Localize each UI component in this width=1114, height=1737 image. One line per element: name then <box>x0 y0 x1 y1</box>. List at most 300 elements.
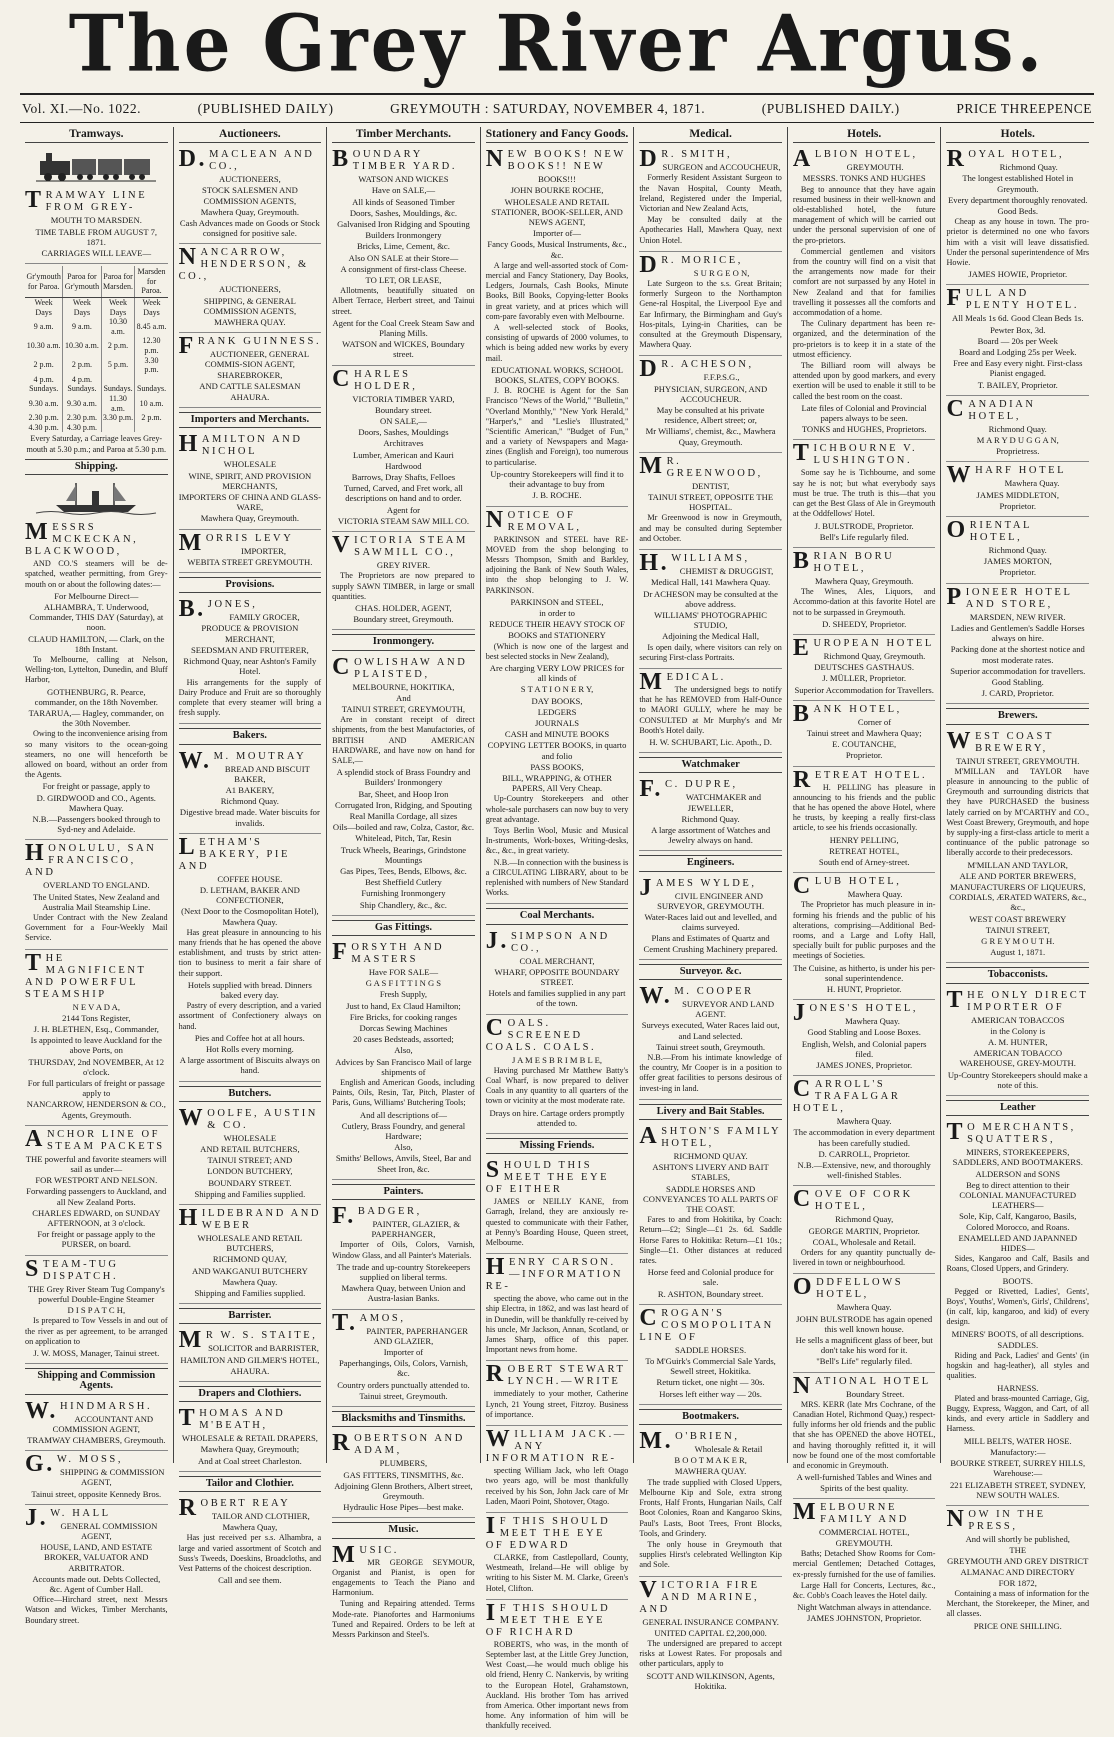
timetable-cell: 10.30 a.m. <box>63 336 101 355</box>
advertisement-line: Agent for <box>386 504 421 515</box>
advertisement <box>486 1015 629 1134</box>
advertisement-line: A well-furnished Tables and Wines and Spirits of the best quality. <box>796 1472 932 1493</box>
advertisement-line: Board — 20s per Week <box>977 335 1058 346</box>
advertisement-line: MAWHERA QUAY. <box>214 317 286 328</box>
advertisement-line: JAMES or NEILLY KANE, from Garragh, Ireland, they are anxiously re-quested to communicate with their Father, at Penny's Boarding House, Queen street, Melbourne. <box>485 1197 629 1248</box>
timetable-cell: Week Days <box>63 298 101 318</box>
tram-timetable <box>25 266 168 432</box>
advertisement <box>793 440 936 547</box>
advertisement-line: Horse feed and Colonial produce for sale. <box>647 1267 774 1288</box>
advertisement-line: Medical Hall, 141 Mawhera Quay. <box>650 577 771 588</box>
advertisement-line: BOOKS and STATIONERY <box>508 630 606 641</box>
advertisement <box>639 1428 782 1576</box>
advertisement-line: Importer of <box>383 1347 424 1358</box>
column <box>480 127 634 1731</box>
advertisement-line: J. BULSTRODE, Proprietor. <box>814 520 914 531</box>
advertisement-line: specting William Jack, who left Otago two years ago, will be most thankfully received by his Son, John Jack care of Mr Laden, Maori Point, Shotover, Otago. <box>485 1466 629 1506</box>
section-heading: Drapers and Clothiers. <box>179 1386 322 1402</box>
advertisement-line: Fire Bricks, for cooking ranges <box>349 1011 458 1022</box>
advertisement <box>486 1513 629 1600</box>
advertisement-line: TO LET, OR LEASE, <box>365 275 442 286</box>
column <box>787 127 941 1624</box>
column-heading: Stationery and Fancy Goods. <box>486 127 629 143</box>
advertisement-title: B.JONES, <box>178 596 258 623</box>
masthead-title: The Grey River Argus. <box>68 0 1046 90</box>
advertisement-line: AND RETAIL BUTCHERS, <box>200 1144 300 1154</box>
advertisement-line: Mawhera Quay, between Union and Austra-lasian Banks. <box>341 1283 466 1304</box>
section-heading: Gas Fittings. <box>332 920 475 936</box>
advertisement <box>25 1505 168 1631</box>
advertisement-line: COFFEE HOUSE. <box>217 873 283 884</box>
timetable-cell <box>101 375 135 385</box>
advertisement-line: GREY RIVER. <box>376 560 431 571</box>
advertisement <box>639 776 782 851</box>
advertisement-line: Richmond Quay. <box>681 813 740 824</box>
advertisement <box>179 146 322 244</box>
published-daily-right: (PUBLISHED DAILY.) <box>761 101 900 116</box>
advertisement-line: J. W. MOSS, Manager, Tainui street. <box>33 1347 160 1358</box>
column-heading: Hotels. <box>793 127 936 143</box>
advertisement <box>332 366 475 532</box>
timetable-cell: 11.30 a.m. <box>101 394 135 413</box>
advertisement-line: Mawhera Quay. <box>836 1302 892 1313</box>
timetable-cell: Sundays. <box>101 384 135 394</box>
advertisement-line: JOHN BOURKE ROCHE, <box>510 185 604 196</box>
advertisement-line: TAINUI STREET, GREYMOUTH. <box>956 755 1080 766</box>
advertisement-title: M.O'BRIEN, <box>639 1428 740 1455</box>
advertisement-line: A large and well-assorted stock of Com-mercial and Fancy Stationery, Day Books, Ledgers, Journals, Cash Books, Minute Books, Bill Books, Copying-letter Books in great variety, and at prices which will com-pare favorably even with Melbourne. <box>485 260 629 321</box>
advertisement-line: A well-selected stock of Books, consisting of upwards of 2000 volumes, to which is being added new works by every mail. <box>485 323 629 363</box>
advertisement-line: J. CARD, Proprietor. <box>981 688 1054 699</box>
advertisement-title: HILDEBRAND AND WEBER <box>178 1205 322 1232</box>
advertisement-line: SADDLE HORSES AND CONVEYANCES TO ALL PARTS OF THE COAST. <box>643 1183 779 1215</box>
advertisement-line: Just to hand, Ex Claud Hamilton; <box>346 1000 461 1011</box>
advertisement-title: NEW BOOKS! NEW BOOKS!! NEW <box>485 146 626 173</box>
timetable-cell: 3.30 p.m. <box>102 413 134 423</box>
advertisement-title: BOUNDARY TIMBER YARD. <box>332 146 458 173</box>
advertisement-title: CLUB HOTEL, <box>792 873 902 900</box>
advertisement-line: TONKS and HUGHES, Proprietors. <box>801 424 927 435</box>
advertisement-line: PASS BOOKS, <box>530 761 584 772</box>
advertisement-line: May be consulted daily at the Apothecaries Hall, Mawhera Quay, next Union Hotel. <box>639 215 782 245</box>
advertisement-line: Toys Berlin Wool, Music and Musical In-struments, Work-boxes, Writing-desks, &c., &c., in great variety. <box>485 825 629 856</box>
advertisement <box>793 635 936 701</box>
advertisement-line: Tainui street, Greymouth. <box>359 1390 448 1401</box>
advertisement-line: THE powerful and favorite steamers will sail as under— <box>25 1153 167 1175</box>
advertisement-line: Up-Country Storekeepers should make a note of this. <box>947 1069 1088 1090</box>
advertisement-line: Have on SALE,— <box>371 185 436 196</box>
advertisement-line: LONDON BUTCHERY, <box>207 1166 293 1177</box>
advertisement-line: REDUCE THEIR HEAVY STOCK OF <box>489 619 625 630</box>
advertisement-line: Every department thoroughly renovated. <box>948 194 1088 205</box>
advertisement-title: HONOLULU, SAN FRANCISCO, AND <box>25 840 157 879</box>
advertisement-line: Furnishing Ironmongery <box>361 888 446 899</box>
advertisement-line: Mawhera Quay, Greymouth. <box>200 513 299 524</box>
advertisement-line: To M'Guirk's Commercial Sale Yards, Sewell street, Hokitika. <box>645 1356 776 1377</box>
advertisement-line: Proprietor. <box>999 567 1037 578</box>
timetable-cell <box>101 423 135 433</box>
advertisement <box>486 1157 629 1254</box>
column-heading: Hotels. <box>946 127 1089 143</box>
advertisement-line: AUCTIONEERS, <box>218 174 281 185</box>
timetable-cell: 9.30 a.m. <box>25 394 63 413</box>
advertisement-line: CLARKE, from Castlepollard, County, Westmeath, Ireland—He will oblige by writing to his Sister M. M. Clarke, Green's Hotel, Clifton. <box>485 1552 629 1593</box>
advertisement-line: MOUTH TO MARSDEN. <box>50 215 142 226</box>
advertisement-line: J. MÜLLER, Proprietor. <box>822 673 907 684</box>
advertisement-line: Return ticket, one night — 30s. <box>656 1377 765 1388</box>
advertisement-line: N E V A D A, <box>72 1001 120 1012</box>
advertisement-line: H. PELLING has pleasure in announcing to his friends and the public that he has opened the above Hotel, where he trusts, by keeping a really first-class article, to see his friends occasionally. <box>792 782 936 833</box>
section-heading: Missing Friends. <box>486 1138 629 1154</box>
advertisement-line: The Culinary department has been re-organized, and the determination of the pro-prietors is to keep it in a state of the utmost efficiency. <box>792 319 936 359</box>
advertisement-line: Mawhera Quay, <box>222 1522 278 1533</box>
advertisement-line: The accommodation in every department has been carefully studied. <box>793 1127 935 1148</box>
timetable-cell: 2 p.m. <box>25 356 63 375</box>
advertisement-title: G.W. MOSS, <box>25 1451 124 1478</box>
section-heading: Coal Merchants. <box>486 908 629 924</box>
advertisement-line: Orders for any quantity punctually de-livered in town or neighbourhood. <box>792 1248 936 1268</box>
section-heading: Provisions. <box>179 577 322 593</box>
advertisement-line: Bell's Life regularly filed. <box>819 531 909 542</box>
advertisement-line: ENAMELLED AND JAPANNED HIDES— <box>958 1232 1078 1254</box>
advertisement-line: GREYMOUTH AND GREY DISTRICT ALMANAC AND DIRECTORY <box>947 1556 1089 1577</box>
advertisement-line: LEDGERS <box>537 706 577 717</box>
advertisement-line: AUCTIONEER, GENERAL COMMIS-SION AGENT, SHAREBROKER, <box>204 349 310 380</box>
advertisement-title: CROGAN'S COSMOPOLITAN LINE OF <box>639 1304 774 1343</box>
advertisement-line: B O O T M A K E R, <box>674 1455 747 1466</box>
advertisement-line: And all descriptions of— <box>359 1109 447 1120</box>
advertisement-line: Owing to the inconvenience arising from so many visitors to the ocean-going steamers, no one will henceforth be allowed on board, without an order from the Agents. <box>25 729 168 780</box>
advertisement-line: N.B.—From his intimate knowledge of the country, Mr Cooper is in a position to offer great facilities to persons desirous of invest-ing in land. <box>639 1053 782 1093</box>
advertisement-line: J. H. BLETHEN, Esq., Commander, <box>33 1024 159 1035</box>
advertisement <box>332 1542 475 1646</box>
advertisement-line: GAS FITTERS, TINSMITHS, &c. <box>343 1469 464 1480</box>
advertisement-line: Corrugated Iron, Ridging, and Spouting <box>334 799 472 810</box>
advertisement-line: A large assortment of Biscuits always on hand. <box>179 1055 320 1076</box>
advertisement-line: Best Sheffield Cutlery <box>365 877 442 888</box>
advertisement-line: WHOLESALE AND RETAIL BUTCHERS, <box>197 1233 303 1254</box>
advertisement-line: 2144 Tons Register, <box>62 1012 131 1023</box>
advertisement <box>179 530 322 573</box>
advertisement-line: G A S F I T T I N G S <box>365 978 442 989</box>
advertisement-title: EUROPEAN HOTEL <box>792 634 934 661</box>
advertisement-line: Horses left either way — 20s. <box>659 1388 762 1399</box>
advertisement-line: TAINUI STREET, <box>985 924 1050 935</box>
advertisement-line: J. B. ROCHE is Agent for the San Francisco "News of the World," "Bulletin," "Overland Monthly," "New York Herald," "Harper's," and "Leslie's Illustrated," "Scientific American," "Budget of Fun," and a variety of Newspapers and Maga-zines (English and Foreign), too numerous to particularise. <box>485 386 629 467</box>
advertisement <box>332 1203 475 1310</box>
timetable-cell: 5 p.m. <box>101 356 135 375</box>
advertisement-title: MR. GREENWOOD, <box>639 452 763 479</box>
advertisement-line: N.B.—Extensive, new, and thoroughly well-finished Stables. <box>797 1160 931 1181</box>
column-heading: Tramways. <box>25 127 168 143</box>
advertisement-title: NATIONAL HOTEL <box>792 1372 931 1399</box>
advertisement <box>793 1274 936 1372</box>
advertisement <box>332 939 475 1180</box>
advertisement-line: Water-Races laid out and levelled, and claims surveyed. <box>644 911 777 933</box>
advertisement-line: WILLIAMS' PHOTOGRAPHIC STUDIO, <box>654 609 768 631</box>
advertisement-line: NANCARROW, HENDERSON & CO., Agents, Greymouth. <box>26 1099 166 1120</box>
advertisement-line: Mawhera Quay, Greymouth. <box>200 206 299 217</box>
advertisement-line: Importer of— <box>533 228 581 239</box>
column <box>633 127 787 1691</box>
advertisement-line: BOURKE STREET, SURREY HILLS, Warehouse:— <box>950 1458 1086 1479</box>
advertisement-line: Cash Advances made on Goods or Stock consigned for positive sale. <box>179 218 320 239</box>
advertisement-line: PRICE ONE SHILLING. <box>973 1620 1062 1631</box>
timetable-cell <box>135 375 168 385</box>
timetable-cell: Sundays. <box>63 384 101 394</box>
advertisement-line: Richmond Quay. <box>999 162 1058 173</box>
advertisement-line: AUCTIONEERS, <box>218 284 281 295</box>
advertisement-line: SEEDSMAN AND FRUITERER, <box>191 644 309 655</box>
advertisement-line: Pies and Coffee hot at all hours. <box>194 1032 305 1043</box>
advertisement-title: NOW IN THE PRESS, <box>946 1505 1046 1532</box>
advertisement-line: Digestive bread made. Water biscuits for invalids. <box>179 807 320 828</box>
section-heading: Brewers. <box>946 708 1089 724</box>
advertisement-line: TAILOR AND CLOTHIER, <box>211 1511 310 1522</box>
advertisement-line: SCOTT AND WILKINSON, Agents, Hokitika. <box>646 1670 775 1691</box>
advertisement-line: The Cuisine, as hitherto, is under his per-sonal superintendence. <box>793 962 936 983</box>
advertisement-line: "Bell's Life" regularly filed. <box>816 1356 913 1367</box>
advertisement <box>946 146 1089 285</box>
advertisement-line: RICHMOND QUAY, <box>212 1254 287 1265</box>
advertisement-line: JAMES JONES, Proprietor. <box>816 1060 913 1071</box>
advertisement-title: TICHBOURNE V. LUSHINGTON. <box>792 440 918 467</box>
advertisement-line: IMPORTERS OF CHINA AND GLASS-WARE, <box>178 492 321 513</box>
advertisement-title: WOOLFE, AUSTIN & CO. <box>178 1104 318 1131</box>
advertisement-line: M'MILLAN AND TAYLOR, <box>967 859 1068 870</box>
advertisement-line: GEORGE MARTIN, Proprietor. <box>808 1225 920 1236</box>
timetable-cell: 10.30 a.m. <box>25 336 63 355</box>
advertisement-line: SURVEYOR AND LAND AGENT. <box>682 998 775 1020</box>
advertisement-line: Formerly Resident Assistant Surgeon to the Navan Hospital, County Meath, Ireland, Registered under the Imperial, Victorian and New Zealand Acts, <box>639 173 782 214</box>
timetable-cell: 4.30 p.m. <box>63 423 101 433</box>
advertisement-line: Is prepared to Tow Vessels in and out of the river as per agreement, to be arranged on application to <box>25 1316 168 1346</box>
advertisement-line: immediately to your mother, Catherine Lynch, 21 Young street, Fitzroy. Business of importance. <box>485 1389 629 1419</box>
advertisement-line: SADDLES. <box>997 1339 1039 1350</box>
advertisement-line: FOR 1872, <box>998 1577 1037 1588</box>
advertisement-line: Forwarding passengers to Auckland, and all New Zealand Ports. <box>26 1186 167 1207</box>
advertisement-line: Doors, Sashes, Mouldings, &c. <box>349 207 458 218</box>
advertisement-line: THURSDAY, 2nd NOVEMBER, At 12 o'clock. <box>28 1056 165 1077</box>
advertisement <box>639 146 782 252</box>
advertisement-line: MR GEORGE SEYMOUR, Organist and Pianist, is open for engagements to Teach the Piano and Harmonium. <box>332 1557 475 1598</box>
advertisement <box>25 1398 168 1452</box>
timetable-cell: 3.30 p.m. <box>144 355 159 375</box>
advertisement-line: VICTORIA TIMBER YARD, <box>352 393 455 404</box>
advertisement-line: Ladies and Gentlemen's Saddle Horses always on hire. <box>950 622 1085 644</box>
column <box>20 127 173 1625</box>
timetable-cell: 4.30 p.m. <box>25 423 63 433</box>
section-heading: Watchmaker <box>639 757 782 773</box>
advertisement-title: H.WILLIAMS, <box>639 550 750 577</box>
advertisement-line: Board and Lodging 25s per Week. <box>958 347 1077 358</box>
advertisement-line: A. M. HUNTER, <box>988 1036 1048 1047</box>
section-heading: Music. <box>332 1522 475 1538</box>
advertisement-line: Sole, Kip, Calf, Kangaroo, Basils, Colored Morocco, and Roans. <box>959 1211 1077 1232</box>
advertisement-line: For full particulars of freight or passage apply to <box>27 1078 165 1099</box>
advertisement <box>486 1361 629 1426</box>
advertisement-line: D. GIRDWOOD and CO., Agents. Mawhera Quay. <box>36 792 156 813</box>
advertisement-line: Having purchased Mr Matthew Batty's Coal Wharf, is now prepared to deliver Coals in any quantity to all quarters of the town or vicinity at the most moderate rate. <box>485 1065 629 1106</box>
advertisement <box>25 519 168 840</box>
timetable-cell: 4 p.m. <box>25 375 63 385</box>
advertisement-title: COWLISHAW AND PLAISTED, <box>332 653 468 680</box>
advertisement-title: VICTORIA FIRE AND MARINE, AND <box>639 1576 760 1615</box>
timetable-header: Marsden for Paroa. <box>135 266 168 297</box>
advertisement-line: Manufactory:— <box>990 1446 1046 1457</box>
advertisement <box>639 1577 782 1696</box>
advertisement <box>179 244 322 333</box>
advertisement-title: J.W. HALL <box>25 1504 111 1531</box>
advertisement-line: H. HUNT, Proprietor. <box>826 984 902 994</box>
advertisement-line: JAMES HOWIE, Proprietor. <box>968 269 1068 280</box>
advertisement-line: Late Surgeon to the s.s. Great Britain; formerly Surgeon to the Northampton Gene-ral Hospital, the Liverpool Eye and Ear Infirmary, the Birmingham and Guy's Hos-pitals, Lying-in Charities, can be consulted at the Greymouth Dispensary, Mawhera Quay. <box>639 279 782 350</box>
advertisement-line: All kinds of Seasoned Timber <box>352 196 455 207</box>
advertisement-line: Is appointed to leave Auckland for the above Ports, on <box>30 1035 162 1056</box>
advertisement-line: SHIPPING, & GENERAL COMMISSION AGENTS, <box>203 295 297 316</box>
masthead <box>0 0 1114 88</box>
advertisement <box>179 748 322 834</box>
advertisement <box>179 1495 322 1590</box>
advertisement <box>179 596 322 724</box>
advertisement-line: Adjoining Glenn Brothers, Albert street, Greymouth. <box>334 1480 473 1501</box>
advertisement-line: Hot Rolls every morning. <box>205 1043 294 1054</box>
advertisement-line: Wholesale & Retail <box>694 1444 763 1455</box>
advertisement-line: The United States, New Zealand and Australia Mail Steamship Line. <box>33 891 160 912</box>
advertisement-line: A consignment of first-class Cheese. <box>340 263 467 274</box>
advertisement <box>332 654 475 916</box>
advertisement <box>486 928 629 1015</box>
advertisement-line: Dorcas Sewing Machines <box>359 1023 448 1033</box>
advertisement-line: The trade supplied with Closed Uppers, Melbourne Kip and Sole, extra strong Fronts, Half Fronts, Hungarian Nails, Calf Boot Colonies, Roan and Kangaroo Skins, Paul's Lasts, Boot Trees, Front Blocks, Tools, and Grindery. <box>639 1477 782 1538</box>
advertisement-line: Good Stabling. <box>991 676 1044 687</box>
advertisement-line: AND WAKGANUI BUTCHERY <box>191 1265 308 1276</box>
advertisement-line: PLUMBERS, <box>379 1458 428 1469</box>
advertisement-title: J.SIMPSON AND CO., <box>485 927 610 954</box>
advertisement-line: Mawhera Quay. <box>836 1116 892 1127</box>
advertisement-line: JOURNALS <box>535 717 579 728</box>
advertisement <box>179 1105 322 1205</box>
advertisement-line: PARKINSON and STEEL, <box>510 596 604 607</box>
advertisement-line: Hotels and families supplied in any part of the town. <box>488 988 626 1009</box>
advertisement-title: FRANK GUINNESS. <box>178 333 322 360</box>
advertisement-line: Shipping and Families supplied. <box>194 1288 306 1299</box>
advertisement <box>486 1600 629 1737</box>
advertisement-title: F.C. DUPRE, <box>639 776 738 803</box>
advertisement-title: MELBOURNE FAMILY AND <box>792 1498 909 1525</box>
advertisement-title: ODDFELLOWS HOTEL, <box>792 1274 904 1301</box>
dateline-rule <box>20 122 1094 123</box>
timetable-cell: 10 a.m. <box>139 398 164 408</box>
advertisement-line: N.B.—In connection with the business is a CIRCULATING LIBRARY, about to be replenished with numbers of New Standard Works. <box>485 857 629 898</box>
advertisement-line: Mawhera Quay. <box>1004 478 1060 489</box>
advertisement-line: August 1, 1871. <box>990 947 1046 958</box>
advertisement-line: Bricks, Lime, Cement, &c. <box>357 241 450 252</box>
advertisement-title: BANK HOTEL, <box>792 700 902 727</box>
advertisement-line: CARRIAGES WILL LEAVE— <box>41 248 152 259</box>
advertisement-line: SHIPPING & COMMISSION AGENT, <box>59 1467 165 1488</box>
timetable-cell: 2 p.m. <box>63 356 101 375</box>
advertisement-title: LETHAM'S BAKERY, PIE AND <box>178 833 291 872</box>
advertisement-title: MEDICAL. <box>639 668 726 695</box>
advertisement-line: Turned, Carved, and Fret work, all descriptions on hand and to order. <box>343 483 463 504</box>
advertisement-line: in order to <box>539 607 575 618</box>
timetable-cell: 12.30 p.m. <box>142 336 161 355</box>
section-heading: Painters. <box>332 1184 475 1200</box>
advertisement-line: A splendid stock of Brass Foundry and Builders' Ironmongery <box>336 767 471 788</box>
advertisement-line: Are charging VERY LOW PRICES for all kinds of <box>489 662 625 684</box>
advertisement-line: Richmond Quay, <box>835 1214 894 1225</box>
advertisement-line: THE <box>1009 1545 1027 1556</box>
advertisement-line: The Billiard room will always be attended upon by good markers, and every exertion will be used to enable it still to be called the best room on the coast. <box>792 361 936 401</box>
advertisement-line: Office—Hirchard street, next Messrs Watson and Wickes, Timber Merchants, Boundary street. <box>25 1595 168 1625</box>
advertisement-title: JONES'S HOTEL, <box>792 1000 919 1027</box>
advertisement-line: (Which is now one of the largest and best selected stocks in New Zealand), <box>485 641 629 661</box>
advertisement <box>946 462 1089 517</box>
advertisement-line: Night Watchman always in attendance. <box>797 1602 932 1613</box>
advertisement-line: VICTORIA STEAM SAW MILL CO. <box>337 515 470 526</box>
advertisement-line: Adjoining the Medical Hall, <box>662 631 760 642</box>
advertisement-line: BOUNDARY STREET. <box>208 1177 292 1188</box>
advertisement-line: Beg to direct attention to their COLONIAL MANUFACTURED LEATHERS— <box>959 1179 1077 1211</box>
advertisement <box>639 252 782 357</box>
advertisement-line: Mawhera Quay. <box>847 889 903 900</box>
advertisement-title: CARROLL'S TRAFALGAR HOTEL, <box>792 1076 901 1115</box>
advertisement-line: HARNESS. <box>997 1382 1039 1393</box>
advertisement-title: VICTORIA STEAM SAWMILL CO., <box>332 532 468 559</box>
section-heading: Surveyor. &c. <box>639 964 782 980</box>
advertisement <box>793 1499 936 1629</box>
advertisement-line: AHAURA. <box>230 1365 270 1376</box>
advertisement-line: Under Contract with the New Zealand Government for a Four-Weekly Mail Service. <box>25 913 168 943</box>
advertisement-line: Drays on hire. Cartage orders promptly attended to. <box>489 1107 625 1128</box>
advertisement-line: Also, <box>394 1045 413 1056</box>
advertisement-title: D.MACLEAN AND CO., <box>178 146 315 173</box>
advertisement <box>179 1205 322 1304</box>
advertisement-line: Pewter Box, 3d. <box>990 324 1046 335</box>
advertisement <box>25 1126 168 1256</box>
advertisement-line: GENERAL COMMISSION AGENT, <box>60 1520 158 1541</box>
column <box>940 127 1094 1631</box>
advertisement <box>793 767 936 874</box>
advertisement-line: WHOLESALE & RETAIL DRAPERS, <box>181 1433 318 1444</box>
advertisement-line: D. LETHAM, BAKER AND CONFECTIONER, <box>199 884 300 906</box>
advertisement-line: Boundary street. <box>375 404 432 415</box>
advertisement-line: AHAURA. <box>230 392 270 403</box>
advertisement-line: Corner of <box>857 716 892 727</box>
advertisement-line: Surveys executed, Water Races laid out, and Land selected. <box>641 1020 780 1041</box>
advertisement-line: Tainui street south, Greymouth. <box>656 1041 766 1052</box>
advertisement-line: He sells a magnificent glass of beer, but don't take his word for it. <box>795 1335 933 1356</box>
advertisement-line: GREYMOUTH. <box>846 162 904 173</box>
advertisement-line: Commercial gentlemen and visitors from the country will find on a visit that the arrangements now made for their comfort are not surpassed by any Hotel in New Zealand and that for families travelling it possesses all the comforts and accommodation of a home. <box>792 246 936 318</box>
advertisement-line: Importer of Oils, Colors, Varnish, Window Glass, and all Painter's Materials. <box>332 1240 475 1260</box>
advertisement-line: And at Coal street Charleston. <box>197 1455 302 1466</box>
advertisement-title: WHARF HOTEL <box>946 462 1067 489</box>
advertisement <box>793 873 936 1000</box>
advertisement <box>486 1254 629 1361</box>
advertisement-line: Advices by San Francisco Mail of large shipments of <box>335 1056 472 1077</box>
section-heading: Barrister. <box>179 1308 322 1324</box>
advertisement-line: ACCOUNTANT AND COMMISSION AGENT, <box>52 1413 154 1434</box>
advertisement-line: May be consulted at his private residence, Albert street; or, <box>656 405 765 426</box>
advertisement <box>946 517 1089 584</box>
advertisement-line: SOLICITOR and BARRISTER, <box>208 1343 319 1354</box>
advertisement-line: MAWHERA QUAY. <box>674 1466 747 1477</box>
advertisement <box>793 1000 936 1076</box>
advertisement-line: Up-Country Storekeepers and other whole-sale purchasers can now buy to very great advantage. <box>485 794 629 824</box>
advertisement-line: OVERLAND TO ENGLAND. <box>43 880 150 891</box>
